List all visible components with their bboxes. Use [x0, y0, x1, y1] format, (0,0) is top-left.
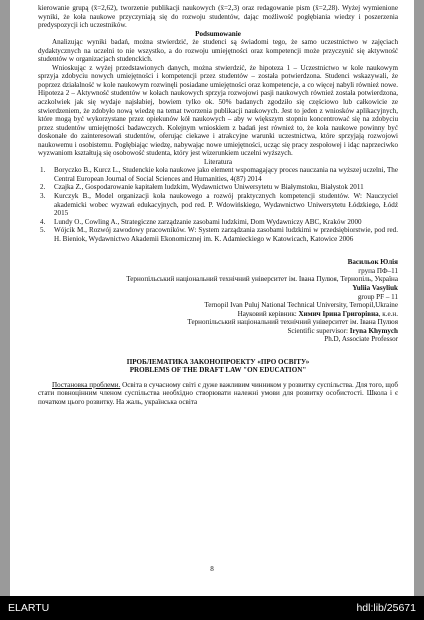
author-name-uk: Васильок Юлія	[347, 258, 398, 267]
author-group-en: group PF – 11	[357, 292, 398, 301]
problem-statement	[38, 381, 398, 407]
supervisor-name-en: Iryna Khymych	[349, 326, 398, 335]
problem-text: Освіта в сучасному світі є дуже важливим чинником у розвитку суспільства. Для того, щоб стати повноцінним членом суспільства необхідно створювати належні умови для розвитку особистості. Школа і є початком цього розвитку. На жаль, українська освіта	[38, 380, 398, 406]
reference-number: 1.	[40, 166, 46, 175]
reference-number: 5.	[40, 226, 46, 235]
reference-number: 4.	[40, 217, 46, 226]
author-group-uk: група ПФ–11	[358, 266, 398, 275]
supervisor-en	[38, 327, 398, 336]
reference-text: Boryczko B., Kurcz L., Studenckie koła naukowe jako element wspomagający proces nauczania na wyższej uczelni, The Central European Journal of Social Sciences and Humanities, 4(87) 2014	[54, 166, 398, 183]
supervisor-label-uk: Науковий керівник:	[237, 309, 299, 318]
reference-text: Lundy O., Cowling A., Strategiczne zarządzanie zasobami ludzkimi, Dom Wydawniczy ABC, Kraków 2000	[54, 217, 362, 226]
article-title-uk: ПРОБЛЕМАТИКА ЗАКОНОПРОЕКТУ «ПРО ОСВІТУ»	[126, 357, 310, 366]
reference-text: Kurczyk B., Model organizacji koła naukowego a rozwój praktycznych kompetencji studentów. W: Nauczyciel akademicki wobec wyzwań edukacyjnych, pod red. P. Wdowińskiego, Wydawnictwo Uniwersytetu Łódzkiego, Łódź 2015	[54, 192, 398, 218]
paragraph-conclusions: Wnioskując z wyżej przedstawionych danych, można stwierdzić, że hipoteza 1 – Uczestnictwo w kole naukowym sprzyja zdobyciu nowych umiejętności i kompetencji przez studentów – została potwierdzona. Studenci wskazywali, że poprzez działalność w kole naukowym rozwinęli posiadane umiejętności oraz kompetencje, a co więcej nabyli również nowe. Hipoteza 2 – Aktywność studentów w kołach naukowych sprzyja rozwojowi pasji naukowych również została potwierdzona, aczkolwiek jak się wydaje najsłabiej, bowiem tylko ok. 50% badanych zgodziło się częściowo lub całkowicie ze stwierdzeniem, że zdobyło nową wiedzę na temat tworzenia publikacji naukowych. Jest to jeden z wniosków aplikacyjnych, które mogą być wykorzystane przez opiekunów kół naukowych – aby w większym stopniu koncentrować się na zdobyciu przez studentów umiejętności badawczych. Kolejnym wnioskiem z badań jest również to, że koła naukowe powinny być doskonałe do zainteresowań studentów, oferując ciekawe i atrakcyjne warunki uczestnictwa, które sprzyjają rozwojowi naukowemu i osobistemu. Pogłębiając wiedzę, nabywając nowe umiejętności, ucząc się pracy zespołowej i idąc naprzeciwko wyzwaniom kształtują się osobowość studenta, który jest wizerunkiem uczelni wyższych.	[38, 63, 398, 158]
author-university-uk: Тернопільський національний технічний університет ім. Івана Пулюя, Тернопіль, Україна	[126, 275, 398, 284]
footer-handle: hdl:lib/25671	[356, 602, 416, 614]
reference-number: 3.	[40, 192, 46, 201]
author-block	[38, 258, 398, 343]
paragraph-results: kierowanie grupą (x̄=2,62), tworzenie publikacji naukowych (x̄=2,3) oraz redagowanie pism (x̄=2,28). Wyżej wymienione wyniki, że koła naukowe przyczyniają się do rozwoju studentów, dając możliwość pogłębiania wiedzy i poszerzenia predyspozycji ich uczestników.	[38, 4, 398, 30]
page-number: 8	[210, 565, 214, 573]
footer-bar	[0, 596, 424, 620]
problem-label: Постановка проблеми.	[52, 380, 121, 389]
supervisor-uk	[38, 310, 398, 319]
paragraph-analysis: Analizując wyniki badań, można stwierdzić, że studenci są świadomi tego, że samo uczestnictwo w zajęciach dydaktycznych na uczelni to nie wszystko, a do rozwoju umiejętności oraz kompetencji może przyczynić się aktywność studentów w organizacjach studenckich.	[38, 38, 398, 64]
supervisor-degree-en: Ph.D, Associate Professor	[324, 335, 398, 344]
reference-list	[38, 166, 398, 243]
supervisor-name-uk: Химич Ірина Григорівна	[298, 309, 379, 318]
supervisor-label-en: Scientific supervisor:	[287, 326, 350, 335]
heading-summary: Podsumowanie	[195, 29, 241, 38]
page-content	[38, 4, 398, 407]
reference-item	[38, 226, 398, 243]
supervisor-university-uk: Тернопільський національний технічний університет ім. Івана Пулюя	[187, 318, 398, 327]
article-title-en: PROBLEMS OF THE DRAFT LAW "ON EDUCATION"	[129, 366, 307, 375]
reference-item	[38, 166, 398, 183]
reference-text: Wójcik M., Rozwój zawodowy pracowników. W: System zarządzania zasobami ludzkimi w przedsiębiorstwie, pod red. H. Bieniok, Wydawnictwo Akademii Ekonomicznej im. K. Adamieckiego w Katowicach, Katowice 2006	[54, 226, 398, 243]
footer-repository: ELARTU	[8, 602, 50, 614]
reference-item	[38, 218, 398, 227]
reference-item	[38, 183, 398, 192]
author-university-en: Ternopil Ivan Puluj National Technical University, Ternopil,Ukraine	[204, 301, 398, 310]
reference-text: Czajka Z., Gospodarowanie kapitałem ludzkim, Wydawnictwo Uniwersytetu w Białymstoku, Białystok 2011	[54, 183, 364, 192]
reference-number: 2.	[40, 183, 46, 192]
document-page	[10, 0, 414, 596]
heading-literature: Literatura	[204, 157, 232, 166]
supervisor-degree-uk: , к.е.н.	[378, 309, 398, 318]
reference-item	[38, 192, 398, 218]
author-name-en: Yuliia Vasyliuk	[352, 283, 398, 292]
